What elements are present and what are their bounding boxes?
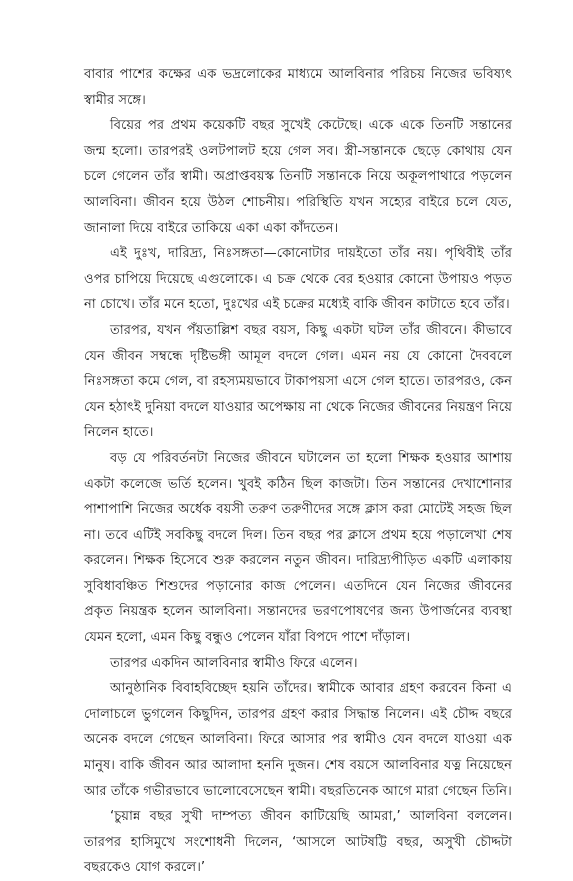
body-text [84, 62, 512, 881]
paragraph-5: বড় যে পরিবর্তনটা নিজের জীবনে ঘটালেন তা হলো শিক্ষক হওয়ার আশায় একটা কলেজে ভর্তি হলেন। খুবই কঠিন ছিল কাজটা। তিন সন্তানের দেখাশোনার পাশাপাশি নিজের অর্ধেক বয়সী তরুণ তরুণীদের সঙ্গে ক্লাস করা মোটেই সহজ ছিল না। তবে এটিই সবকিছু বদলে দিল। তিন বছর পর ক্লাসে প্রথম হয়ে পড়ালেখা শেষ করলেন। শিক্ষক হিসেবে শুরু করলেন নতুন জীবন। দারিদ্র্যপীড়িত একটি এলাকায় সুবিধাবঞ্চিত শিশুদের পড়ানোর কাজ পেলেন। এতদিনে যেন নিজের জীবনের প্রকৃত নিয়ন্ত্রক হলেন আলবিনা। সন্তানদের ভরণপোষণের জন্য উপার্জনের ব্যবস্থা যেমন হলো, এমন কিছু বন্ধুও পেলেন যাঁরা বিপদে পাশে দাঁড়াল। [84, 450, 512, 646]
paragraph-8: ‘চুয়ান্ন বছর সুখী দাম্পত্য জীবন কাটিয়েছি আমরা,’ আলবিনা বললেন। তারপর হাসিমুখে সংশোধনী দিলেন, ‘আসলে আটষট্টি বছর, অসুখী চৌদ্দটা বছরকেও যোগ করলে।’ [84, 809, 512, 876]
paragraph-4: তারপর, যখন পঁয়তাল্লিশ বছর বয়স, কিছু একটা ঘটল তাঁর জীবনে। কীভাবে যেন জীবন সম্বন্ধে দৃষ্টিভঙ্গী আমূল বদলে গেল। এমন নয় যে কোনো দৈববলে নিঃসঙ্গতা কমে গেল, বা রহস্যময়ভাবে টাকাপয়সা এসে গেল হাতে। তারপরও, কেন যেন হঠাৎই দুনিয়া বদলে যাওয়ার অপেক্ষায় না থেকে নিজের জীবনের নিয়ন্ত্রণ নিয়ে নিলেন হাতে। [84, 322, 512, 441]
paragraph-2: বিয়ের পর প্রথম কয়েকটি বছর সুখেই কেটেছে। একে একে তিনটি সন্তানের জন্ম হলো। তারপরই ওলটপালট হয়ে গেল সব। স্ত্রী-সন্তানকে ছেড়ে কোথায় যেন চলে গেলেন তাঁর স্বামী। অপ্রাপ্তবয়স্ক তিনটি সন্তানকে নিয়ে অকূলপাথারে পড়লেন আলবিনা। জীবন হয়ে উঠল শোচনীয়। পরিস্থিতি যখন সহ্যের বাইরে চলে যেত, জানালা দিয়ে বাইরে তাকিয়ে একা একা কাঁদতেন। [84, 118, 512, 236]
paragraph-6: তারপর একদিন আলবিনার স্বামীও ফিরে এলেন। [110, 655, 358, 671]
paragraph-3: এই দুঃখ, দারিদ্র্য, নিঃসঙ্গতা—কোনোটার দায়ইতো তাঁর নয়। পৃথিবীই তাঁর ওপর চাপিয়ে দিয়েছে এগুলোকে। এ চক্র থেকে বের হওয়ার কোনো উপায়ও পড়ত না চোখে। তাঁর মনে হতো, দুঃখের এই চক্রের মধ্যেই বাকি জীবন কাটাতে হবে তাঁর। [84, 246, 512, 313]
paragraph-1: বাবার পাশের কক্ষের এক ভদ্রলোকের মাধ্যমে আলবিনার পরিচয় নিজের ভবিষ্যৎ স্বামীর সঙ্গে। [84, 67, 512, 108]
paragraph-7: আনুষ্ঠানিক বিবাহবিচ্ছেদ হয়নি তাঁদের। স্বামীকে আবার গ্রহণ করবেন কিনা এ দোলাচলে ভুগলেন কিছুদিন, তারপর গ্রহণ করার সিদ্ধান্ত নিলেন। এই চৌদ্দ বছরে অনেক বদলে গেছেন আলবিনা। ফিরে আসার পর স্বামীও যেন বদলে যাওয়া এক মানুষ। বাকি জীবন আর আলাদা হননি দুজন। শেষ বয়সে আলবিনার যত্ন নিয়েছেন আর তাঁকে গভীরভাবে ভালোবেসেছেন স্বামী। বছরতিনেক আগে মারা গেছেন তিনি। [84, 681, 512, 799]
